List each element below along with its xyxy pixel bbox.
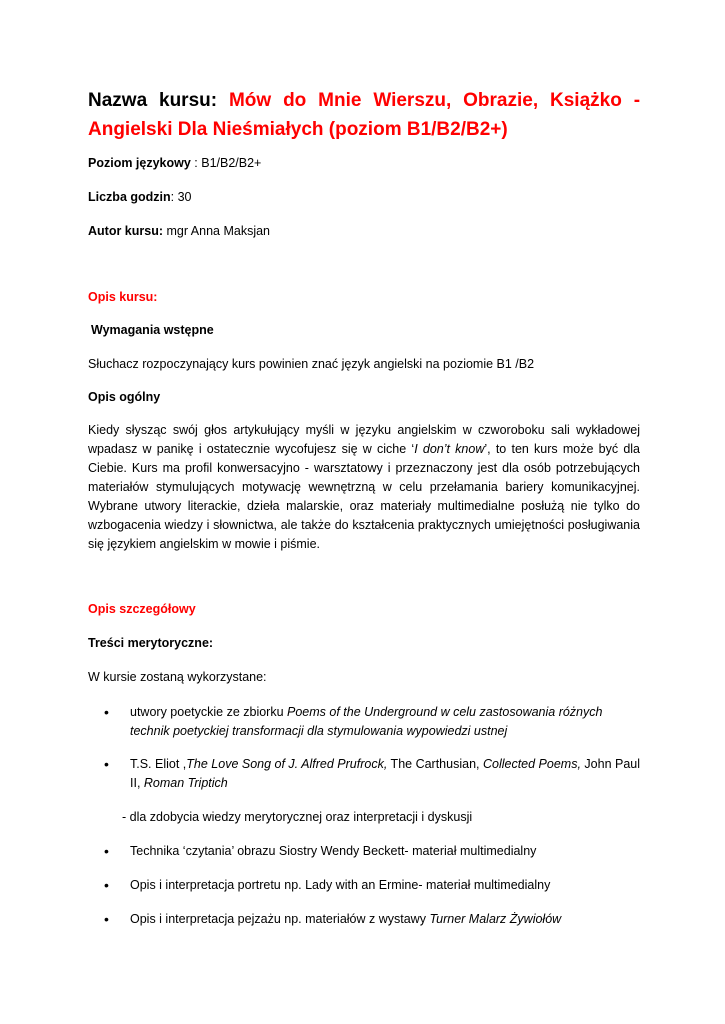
list-item-reading: Technika ‘czytania’ obrazu Siostry Wendy Beckett- materiał multimedialny — [130, 844, 537, 858]
level-label: Poziom językowy — [88, 156, 191, 170]
materials-intro: W kursie zostaną wykorzystane: — [88, 670, 267, 684]
prerequisites-text: Słuchacz rozpoczynający kurs powinien znać język angielski na poziomie B1 /B2 — [88, 357, 535, 371]
level-value: B1/B2/B2+ — [201, 156, 262, 170]
list-item-landscape-b: Turner Malarz Żywiołów — [429, 912, 562, 926]
bullet-icon: • — [104, 756, 109, 772]
general-text-part2: ’, to ten kurs może być dla Ciebie. Kurs ma profil konwersacyjno - warsztatowy i przeznaczony jest dla osób potrzebujących materiałów stymulujących motywację wewnętrzną w celu przełamania bariery komunikacyjnej. Wybrane utwory literackie, dzieła malarskie, oraz materiały multimedialne posłużą nie tylko do wzbogacenia wiedzy i słownictwa, ale także do kształcenia praktycznych umiejętności posługiwania się językiem angielskim w mowie i piśmie. — [88, 442, 640, 551]
bullet-icon: • — [104, 843, 109, 859]
author-value: mgr Anna Maksjan — [163, 224, 270, 238]
course-description-heading: Opis kursu: — [88, 290, 158, 304]
list-item-authors — [130, 755, 640, 793]
list-item-landscape — [130, 910, 640, 929]
bullet-icon: • — [104, 911, 109, 927]
hours-label: Liczba godzin — [88, 190, 171, 204]
general-description-text — [88, 421, 640, 554]
prerequisites-heading: Wymagania wstępne — [91, 323, 214, 337]
detailed-description-heading: Opis szczegółowy — [88, 602, 196, 616]
hours-value: : 30 — [170, 190, 192, 204]
course-title-text: Mów do Mnie Wierszu, Obrazie, Książko - Angielski Dla Nieśmiałych (poziom B1/B2/B2+) — [88, 90, 641, 140]
list-item-authors-a: T.S. Eliot , — [130, 757, 187, 771]
content-heading: Treści merytoryczne: — [88, 636, 214, 650]
course-title-label: Nazwa kursu: — [88, 90, 218, 111]
list-item-landscape-a: Opis i interpretacja pejzażu np. materiałów z wystawy — [130, 912, 430, 926]
level-sep: : — [190, 156, 202, 170]
author-line — [88, 222, 640, 241]
list-item-poems — [130, 703, 640, 741]
list-item-authors-b: The Love Song of J. Alfred Prufrock, — [186, 757, 388, 771]
bullet-icon: • — [104, 704, 109, 720]
dash-line: - dla zdobycia wiedzy merytorycznej oraz interpretacji i dyskusji — [122, 810, 473, 824]
general-text-part1: Kiedy słysząc swój głos artykułujący myśli w języku angielskim w czworoboku sali wykładowej wpadasz w panikę i ostatecznie wycofujesz się w ciche ‘ — [88, 423, 640, 456]
author-label: Autor kursu: — [88, 224, 163, 238]
general-text-italic: I don’t know — [414, 442, 485, 456]
list-item-authors-f: Roman Triptich — [143, 776, 228, 790]
list-item-portrait: Opis i interpretacja portretu np. Lady with an Ermine- materiał multimedialny — [130, 878, 551, 892]
course-title — [88, 86, 640, 144]
bullet-icon: • — [104, 877, 109, 893]
list-item-poems-a: utwory poetyckie ze zbiorku — [130, 705, 288, 719]
list-item-poems-b: Poems of the Underground w celu zastosowania różnych technik poetyckiej transformacji dla stymulowania wypowiedzi ustnej — [130, 705, 603, 738]
list-item-authors-d: Collected Poems, — [482, 757, 581, 771]
hours-line — [88, 188, 640, 207]
list-item-authors-c: The Carthusian, — [387, 757, 483, 771]
list-item-authors-e: John Paul II, — [130, 757, 641, 790]
level-line — [88, 154, 640, 173]
general-description-heading: Opis ogólny — [88, 390, 161, 404]
